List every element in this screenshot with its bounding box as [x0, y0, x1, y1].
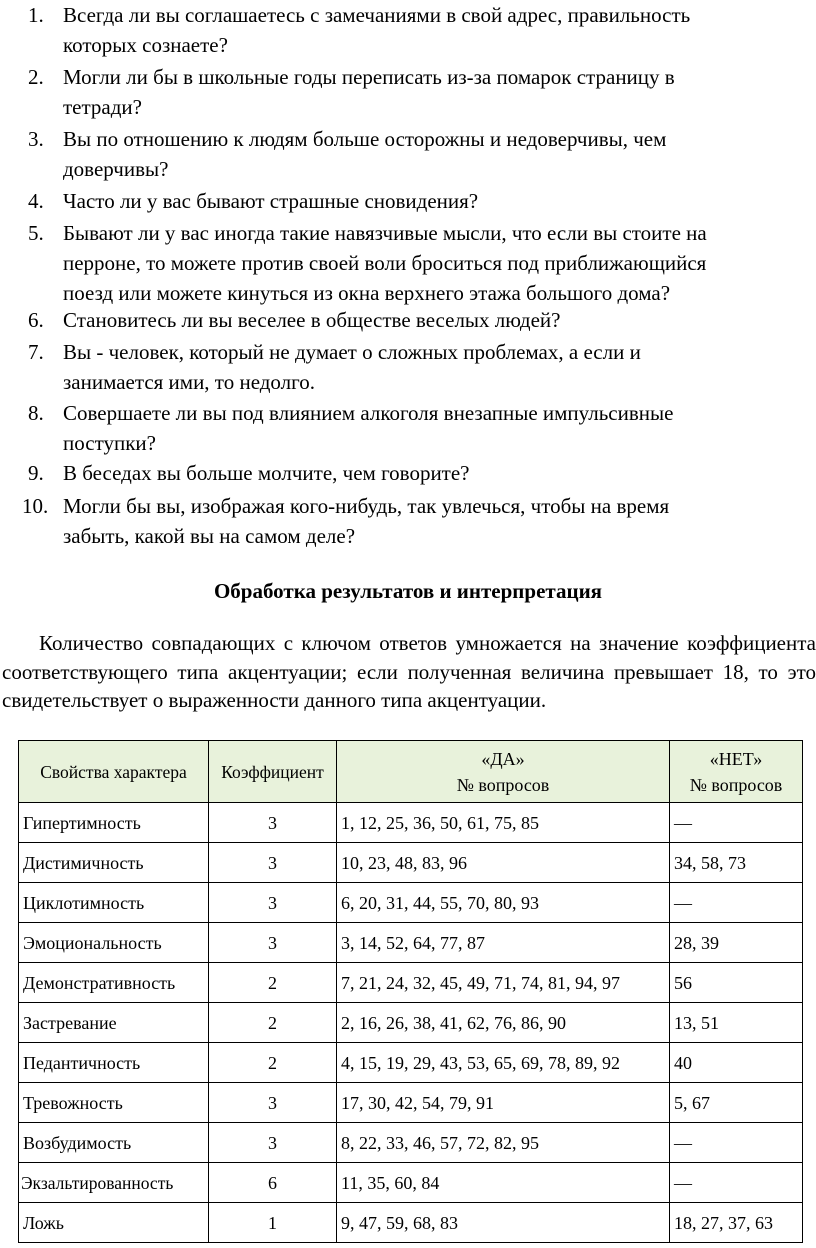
no-cell: —	[670, 803, 803, 843]
yes-cell: 6, 20, 31, 44, 55, 70, 80, 93	[337, 883, 670, 923]
no-cell: 28, 39	[670, 923, 803, 963]
trait-cell: Педантичность	[19, 1043, 209, 1083]
yes-cell: 17, 30, 42, 54, 79, 91	[337, 1083, 670, 1123]
coef-cell: 6	[209, 1163, 337, 1203]
yes-cell: 1, 12, 25, 36, 50, 61, 75, 85	[337, 803, 670, 843]
no-cell: —	[670, 1123, 803, 1163]
yes-cell: 9, 47, 59, 68, 83	[337, 1203, 670, 1243]
no-cell: 56	[670, 963, 803, 1003]
question-line: которых сознаете?	[63, 33, 228, 57]
interpretation-paragraph: Количество совпадающих с ключом ответов умножается на значение коэффициента соответствующего типа акцентуации; если полученная величина превышает 18, то это свидетельствует о выраженности данного типа акцентуации.	[2, 631, 816, 712]
question-line: Вы по отношению к людям больше осторожны и недоверчивы, чем	[63, 127, 667, 151]
yes-cell: 10, 23, 48, 83, 96	[337, 843, 670, 883]
header-no	[670, 741, 803, 803]
question-text	[63, 491, 808, 551]
question-text	[63, 458, 808, 488]
question-text	[63, 337, 808, 397]
question-line: Всегда ли вы соглашаетесь с замечаниями в свой адрес, правильность	[63, 3, 691, 27]
header-no-title: «НЕТ»	[709, 748, 763, 769]
coef-cell: 2	[209, 1043, 337, 1083]
no-cell: —	[670, 883, 803, 923]
no-cell: 5, 67	[670, 1083, 803, 1123]
question-text	[63, 218, 808, 308]
yes-cell: 7, 21, 24, 32, 45, 49, 71, 74, 81, 94, 97	[337, 963, 670, 1003]
question-number: 3.	[28, 127, 44, 151]
coef-cell: 3	[209, 1083, 337, 1123]
question-line: забыть, какой вы на самом деле?	[63, 524, 356, 548]
no-cell: 34, 58, 73	[670, 843, 803, 883]
yes-cell: 11, 35, 60, 84	[337, 1163, 670, 1203]
no-cell: —	[670, 1163, 803, 1203]
question-line: перроне, то можете против своей воли броситься под приближающийся	[63, 251, 707, 275]
trait-cell: Ложь	[19, 1203, 209, 1243]
header-yes-subtitle: № вопросов	[456, 774, 550, 795]
header-coefficient: Коэффициент	[209, 741, 337, 803]
question-line: доверчивы?	[63, 157, 169, 181]
question-line: Становитесь ли вы веселее в обществе веселых людей?	[63, 308, 561, 332]
coef-cell: 2	[209, 963, 337, 1003]
question-text	[63, 0, 808, 60]
trait-cell: Гипертимность	[19, 803, 209, 843]
question-text	[63, 124, 808, 184]
question-line: тетради?	[63, 95, 142, 119]
trait-cell: Возбудимость	[19, 1123, 209, 1163]
yes-cell: 8, 22, 33, 46, 57, 72, 82, 95	[337, 1123, 670, 1163]
question-text	[63, 62, 808, 122]
trait-cell: Демонстративность	[19, 963, 209, 1003]
header-trait: Свойства характера	[19, 741, 209, 803]
question-line: поступки?	[63, 431, 156, 455]
question-text	[63, 398, 808, 458]
question-number: 2.	[28, 65, 44, 89]
coef-cell: 3	[209, 923, 337, 963]
question-line: Совершаете ли вы под влиянием алкоголя внезапные импульсивные	[63, 401, 674, 425]
table-row	[19, 963, 803, 1003]
question-number: 10.	[22, 494, 49, 518]
table-row	[19, 883, 803, 923]
question-number: 1.	[28, 3, 44, 27]
question-number: 8.	[28, 401, 44, 425]
coef-cell: 3	[209, 843, 337, 883]
coef-cell: 2	[209, 1003, 337, 1043]
header-yes	[337, 741, 670, 803]
trait-cell: Тревожность	[19, 1083, 209, 1123]
no-cell: 13, 51	[670, 1003, 803, 1043]
question-number: 9.	[28, 461, 44, 485]
section-heading: Обработка результатов и интерпретация	[213, 579, 603, 603]
question-number: 5.	[28, 221, 44, 245]
question-text	[63, 186, 808, 216]
question-line: Вы - человек, который не думает о сложных проблемах, а если и	[63, 340, 641, 364]
question-line: В беседах вы больше молчите, чем говорите?	[63, 461, 470, 485]
trait-cell: Эмоциональность	[19, 923, 209, 963]
coef-cell: 3	[209, 883, 337, 923]
question-line: Могли ли бы в школьные годы переписать из-за помарок страницу в	[63, 65, 675, 89]
trait-cell: Застревание	[19, 1003, 209, 1043]
question-line: Могли бы вы, изображая кого-нибудь, так увлечься, чтобы на время	[63, 494, 670, 518]
table-row	[19, 803, 803, 843]
header-yes-title: «ДА»	[481, 748, 525, 769]
table-row	[19, 1123, 803, 1163]
question-line: Бывают ли у вас иногда такие навязчивые мысли, что если вы стоите на	[63, 221, 707, 245]
table-row	[19, 1083, 803, 1123]
table-row	[19, 1203, 803, 1243]
coef-cell: 3	[209, 803, 337, 843]
question-line: поезд или можете кинуться из окна верхнего этажа большого дома?	[63, 281, 671, 305]
question-line: Часто ли у вас бывают страшные сновидения?	[63, 189, 479, 213]
question-text	[63, 305, 808, 335]
question-number: 6.	[28, 308, 44, 332]
yes-cell: 2, 16, 26, 38, 41, 62, 76, 86, 90	[337, 1003, 670, 1043]
table-row	[19, 1163, 803, 1203]
coef-cell: 1	[209, 1203, 337, 1243]
no-cell: 40	[670, 1043, 803, 1083]
table-row	[19, 843, 803, 883]
question-number: 7.	[28, 340, 44, 364]
yes-cell: 4, 15, 19, 29, 43, 53, 65, 69, 78, 89, 92	[337, 1043, 670, 1083]
header-no-subtitle: № вопросов	[689, 774, 783, 795]
table-row	[19, 1043, 803, 1083]
no-cell: 18, 27, 37, 63	[670, 1203, 803, 1243]
trait-cell: Дистимичность	[19, 843, 209, 883]
table-row	[19, 1003, 803, 1043]
accentuation-key-table	[18, 740, 803, 1243]
table-header-row	[19, 741, 803, 803]
trait-cell: Экзальтированность	[19, 1163, 209, 1203]
trait-cell: Циклотимность	[19, 883, 209, 923]
question-line: занимается ими, то недолго.	[63, 370, 315, 394]
coef-cell: 3	[209, 1123, 337, 1163]
question-number: 4.	[28, 189, 44, 213]
yes-cell: 3, 14, 52, 64, 77, 87	[337, 923, 670, 963]
table-row	[19, 923, 803, 963]
